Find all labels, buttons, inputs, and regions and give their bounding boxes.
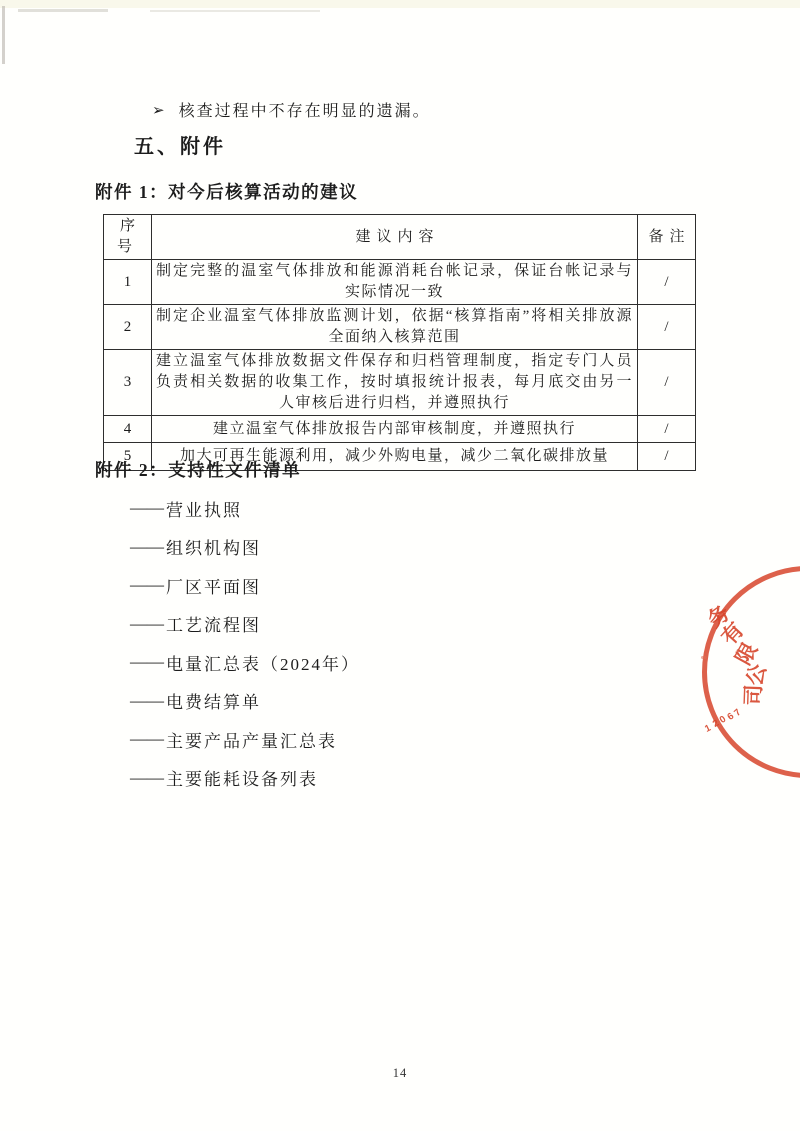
- list-item-label: 工艺流程图: [166, 616, 261, 636]
- row-note-cell: /: [638, 260, 696, 305]
- em-dash-bullet: ——: [130, 729, 164, 749]
- row-number-cell: 2: [104, 305, 152, 350]
- page-number: 14: [392, 1066, 408, 1080]
- list-item-label: 主要能耗设备列表: [166, 770, 318, 790]
- stamp-ink-speck: [701, 656, 707, 659]
- stamp-code-digit: 1: [703, 722, 713, 735]
- list-item: [130, 528, 360, 567]
- list-item: [130, 682, 360, 721]
- list-item: [130, 566, 360, 605]
- arrow-bullet-icon: ➢: [152, 101, 165, 119]
- table-row: [104, 350, 696, 416]
- col-header-number: 序号: [104, 215, 152, 260]
- table-row: [104, 305, 696, 350]
- row-number-cell: 1: [104, 260, 152, 305]
- list-item-label: 电费结算单: [166, 693, 261, 713]
- suggestions-table: [103, 214, 696, 471]
- stamp-arc-character: 务: [703, 600, 735, 633]
- col-header-note: 备注: [638, 215, 696, 260]
- list-item: [130, 759, 360, 798]
- list-item-label: 营业执照: [166, 500, 242, 520]
- list-item: [130, 489, 360, 528]
- scan-artifact-smudge: [150, 10, 320, 12]
- list-item: [130, 605, 360, 644]
- row-note-cell: /: [638, 305, 696, 350]
- stamp-code-digit: 2: [710, 717, 721, 730]
- em-dash-bullet: ——: [130, 652, 164, 672]
- table-header-row: [104, 215, 696, 260]
- stamp-arc-character: 有: [716, 617, 749, 650]
- col-header-content: 建议内容: [152, 215, 638, 260]
- table-row: [104, 260, 696, 305]
- em-dash-bullet: ——: [130, 536, 164, 556]
- em-dash-bullet: ——: [130, 613, 164, 633]
- list-item: [130, 643, 360, 682]
- em-dash-bullet: ——: [130, 575, 164, 595]
- bullet-text: 核查过程中不存在明显的遗漏。: [178, 103, 431, 120]
- table-row: [104, 416, 696, 443]
- row-content-cell: 制定企业温室气体排放监测计划，依据“核算指南”将相关排放源全面纳入核算范围: [152, 305, 638, 350]
- row-number-cell: 3: [104, 350, 152, 416]
- row-content-cell: 制定完整的温室气体排放和能源消耗台帐记录，保证台帐记录与实际情况一致: [152, 260, 638, 305]
- scan-artifact-left-edge: [2, 6, 5, 64]
- row-note-cell: /: [638, 416, 696, 443]
- stamp-code-digit: 6: [725, 710, 737, 723]
- scan-artifact-smudge: [18, 9, 108, 12]
- em-dash-bullet: ——: [130, 498, 164, 518]
- list-item-label: 厂区平面图: [166, 577, 261, 597]
- row-note-cell: /: [638, 350, 696, 416]
- list-item: [130, 720, 360, 759]
- attachment2-title: 附件 2：支持性文件清单: [95, 460, 302, 480]
- bullet-item: [152, 98, 431, 121]
- supporting-documents-list: [130, 489, 360, 797]
- row-content-cell: 建立温室气体排放数据文件保存和归档管理制度，指定专门人员负责相关数据的收集工作，按时填报统计报表，每月底交由另一人审核后进行归档，并遵照执行: [152, 350, 638, 416]
- list-item-label: 电量汇总表（2024年）: [166, 654, 360, 674]
- row-content-cell: 加大可再生能源利用，减少外购电量，减少二氧化碳排放量: [152, 443, 638, 471]
- em-dash-bullet: ——: [130, 690, 164, 710]
- stamp-arc-character: 司: [741, 684, 766, 706]
- stamp-code-digit: 7: [732, 706, 744, 719]
- row-content-cell: 建立温室气体排放报告内部审核制度，并遵照执行: [152, 416, 638, 443]
- list-item-label: 组织机构图: [166, 539, 261, 559]
- row-number-cell: 4: [104, 416, 152, 443]
- scan-artifact-top: [0, 0, 800, 8]
- stamp-arc-character: 限: [730, 638, 763, 669]
- row-number-cell: 5: [104, 443, 152, 471]
- em-dash-bullet: ——: [130, 767, 164, 787]
- list-item-label: 主要产品产量汇总表: [166, 731, 337, 751]
- row-note-cell: /: [638, 443, 696, 471]
- stamp-arc-character: 公: [742, 661, 771, 689]
- section-heading: 五、附件: [134, 136, 226, 158]
- stamp-code-digit: 0: [717, 713, 729, 726]
- attachment1-title: 附件 1：对今后核算活动的建议: [95, 182, 359, 202]
